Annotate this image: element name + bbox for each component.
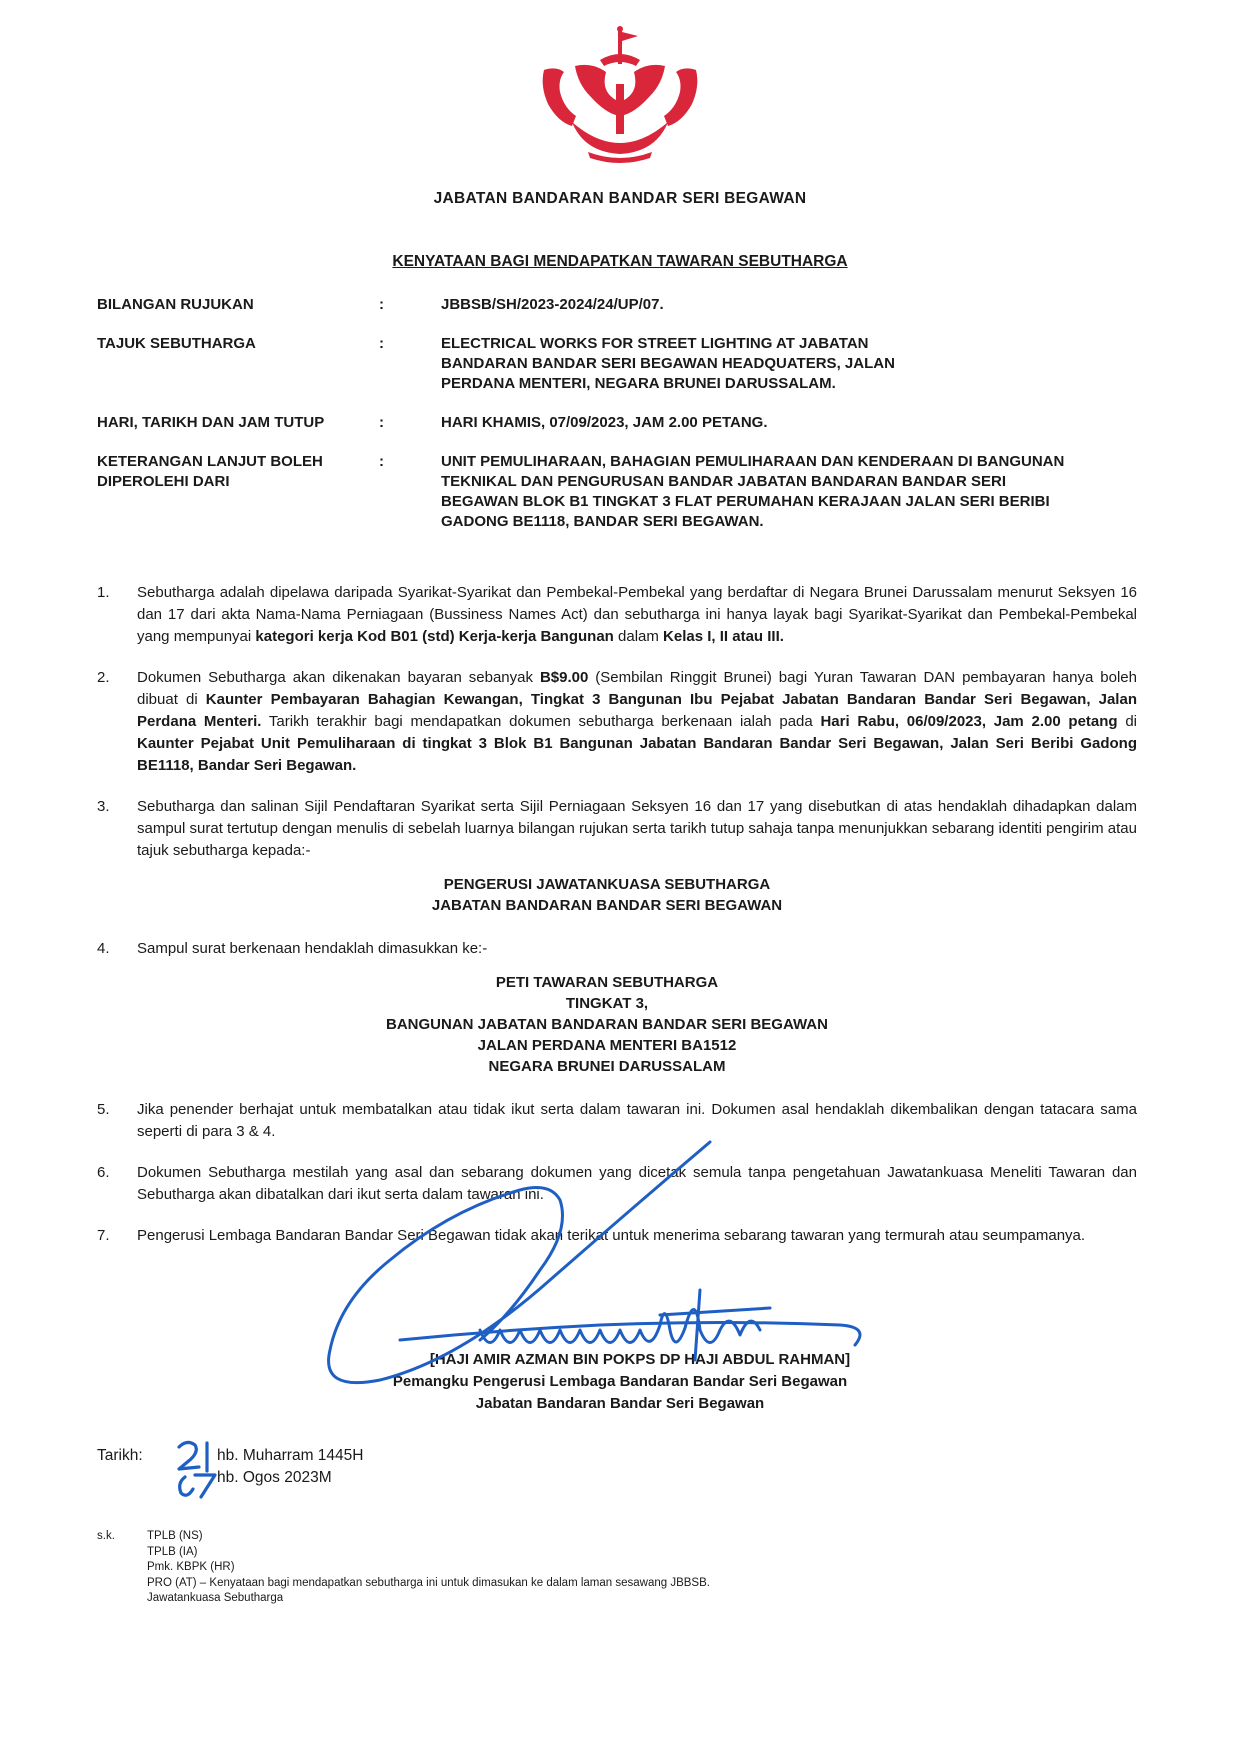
paragraph-number: 2. bbox=[97, 669, 110, 686]
address-line: PETI TAWARAN SEBUTHARGA bbox=[495, 974, 719, 991]
info-value: ELECTRICAL WORKS FOR STREET LIGHTING AT JABATAN BANDARAN BANDAR SERI BEGAWAN HEADQUATERS, JALAN PERDANA MENTERI, NEGARA BRUNEI DARUSSALAM. bbox=[441, 335, 895, 392]
paragraph-text bbox=[137, 582, 1137, 648]
address-line: BANGUNAN JABATAN BANDARAN BANDAR SERI BEGAWAN bbox=[386, 1016, 828, 1033]
paragraph-4 bbox=[97, 938, 1137, 960]
addressee-line: JABATAN BANDARAN BANDAR SERI BEGAWAN bbox=[431, 897, 783, 914]
date-hijri: hb. Muharram 1445H bbox=[217, 1447, 364, 1464]
paragraph-text: Pengerusi Lembaga Bandaran Bandar Seri Begawan tidak akan terikat untuk menerima sebarang tawaran yang termurah atau seumpamanya. bbox=[137, 1227, 1086, 1244]
date-lines bbox=[217, 1445, 517, 1489]
text-run: Tarikh terakhir bagi mendapatkan dokumen sebutharga berkenaan ialah pada bbox=[261, 713, 821, 730]
text-bold: Kaunter Pejabat Unit Pemuliharaan di tingkat 3 Blok B1 Bangunan Jabatan Bandaran Bandar Seri Begawan, Jalan Seri Beribi Gadong BE1118, Bandar Seri Begawan. bbox=[137, 735, 1137, 774]
copy-recipient: PRO (AT) – Kenyataan bagi mendapatkan sebutharga ini untuk dimasukan ke dalam laman sesawang JBBSB. bbox=[147, 1576, 710, 1589]
signatory-organisation: Jabatan Bandaran Bandar Seri Begawan bbox=[475, 1395, 765, 1412]
text-run: di bbox=[1117, 713, 1137, 730]
text-run: dalam bbox=[613, 628, 664, 645]
text-bold: Hari Rabu, 06/09/2023, Jam 2.00 petang bbox=[820, 713, 1118, 730]
info-label: TAJUK SEBUTHARGA bbox=[97, 335, 256, 352]
info-label: HARI, TARIKH DAN JAM TUTUP bbox=[97, 414, 325, 431]
tender-box-address bbox=[97, 972, 1137, 1077]
paragraph-text: Dokumen Sebutharga mestilah yang asal dan sebarang dokumen yang dicetak semula tanpa pengetahuan Jawatankuasa Meneliti Tawaran dan Sebutharga akan dibatalkan dari ikut serta dalam tawaran ini. bbox=[137, 1164, 1137, 1203]
signatory-name: [HAJI AMIR AZMAN BIN POKPS DP HAJI ABDUL RAHMAN] bbox=[429, 1351, 851, 1368]
address-line: JALAN PERDANA MENTERI BA1512 bbox=[477, 1037, 737, 1054]
paragraphs bbox=[97, 582, 1137, 1266]
text-bold: kategori kerja Kod B01 (std) Kerja-kerja Bangunan bbox=[255, 628, 614, 645]
info-colon: : bbox=[379, 296, 384, 313]
paragraph-number: 4. bbox=[97, 940, 110, 957]
text-run: (Sembilan Ringgit Brunei) bagi Yuran Tawaran DAN pembayaran hanya boleh dibuat di bbox=[137, 669, 1137, 708]
copy-recipient: Pmk. KBPK (HR) bbox=[147, 1561, 235, 1573]
address-line: NEGARA BRUNEI DARUSSALAM bbox=[488, 1058, 726, 1075]
document-heading: KENYATAAN BAGI MENDAPATKAN TAWARAN SEBUTHARGA bbox=[392, 253, 848, 270]
copy-recipient: Jawatankuasa Sebutharga bbox=[147, 1592, 284, 1604]
department-name: JABATAN BANDARAN BANDAR SERI BEGAWAN bbox=[433, 190, 807, 207]
info-row-details bbox=[97, 452, 1157, 532]
paragraph-number: 5. bbox=[97, 1101, 110, 1118]
text-run: Sebutharga adalah dipelawa daripada Syarikat-Syarikat dan Pembekal-Pembekal yang berdaftar di Negara Brunei Darussalam menurut Seksyen 16 dan 17 dari akta Nama-Nama Perniagaan (Bussiness Names Act) dan sebutharga ini hanya layak bagi Syarikat-Syarikat dan Pembekal-Pembekal yang mempunyai bbox=[137, 584, 1137, 645]
text-run: Dokumen Sebutharga akan dikenakan bayaran sebanyak bbox=[137, 669, 540, 686]
tender-info-table bbox=[97, 295, 1157, 551]
date-gregorian: hb. Ogos 2023M bbox=[217, 1469, 332, 1486]
paragraph-6 bbox=[97, 1162, 1137, 1206]
paragraph-text: Sebutharga dan salinan Sijil Pendaftaran Syarikat serta Sijil Perniagaan Seksyen 16 dan 17 yang disebutkan di atas hendaklah dihadapkan dalam sampul surat tertutup dengan menulis di sebelah luarnya bilangan rujukan serta tarikh tutup sahaja tanpa menunjukkan sebarang identiti pengirim atau tajuk sebutharga kepada:- bbox=[137, 798, 1137, 859]
info-colon: : bbox=[379, 453, 384, 470]
paragraph-7 bbox=[97, 1225, 1137, 1247]
paragraph-number: 3. bbox=[97, 798, 110, 815]
copies-list bbox=[147, 1529, 947, 1607]
addressee-line: PENGERUSI JAWATANKUASA SEBUTHARGA bbox=[443, 876, 771, 893]
copy-recipient: TPLB (IA) bbox=[147, 1545, 198, 1558]
info-value: UNIT PEMULIHARAAN, BAHAGIAN PEMULIHARAAN DAN KENDERAAN DI BANGUNAN TEKNIKAL DAN PENGURUSAN BANDAR JABATAN BANDARAN BANDAR SERI BEGAWAN BLOK B1 TINGKAT 3 FLAT PERUMAHAN KERAJAAN JALAN SERI BERIBI GADONG BE1118, BANDAR SERI BEGAWAN. bbox=[441, 453, 1065, 530]
copy-recipient: TPLB (NS) bbox=[147, 1530, 203, 1542]
addressee-block bbox=[97, 874, 1137, 916]
info-value: HARI KHAMIS, 07/09/2023, JAM 2.00 PETANG. bbox=[441, 414, 768, 431]
paragraph-text: Sampul surat berkenaan hendaklah dimasukkan ke:- bbox=[137, 940, 488, 957]
info-colon: : bbox=[379, 335, 384, 352]
paragraph-3 bbox=[97, 796, 1137, 862]
paragraph-2 bbox=[97, 667, 1137, 777]
info-colon: : bbox=[379, 414, 384, 431]
info-row-title bbox=[97, 334, 1157, 394]
paragraph-number: 1. bbox=[97, 584, 110, 601]
paragraph-text: Jika penender berhajat untuk membatalkan atau tidak ikut serta dalam tawaran ini. Dokumen asal hendaklah dikembalikan dengan tatacara sama seperti di para 3 & 4. bbox=[137, 1101, 1137, 1140]
info-row-closing bbox=[97, 413, 1157, 433]
brunei-crest-emblem bbox=[530, 24, 710, 164]
info-label: KETERANGAN LANJUT BOLEH DIPEROLEHI DARI bbox=[97, 453, 323, 490]
paragraph-number: 7. bbox=[97, 1227, 110, 1244]
paragraph-text bbox=[137, 667, 1137, 777]
signatory-block bbox=[0, 1349, 1240, 1415]
info-label: BILANGAN RUJUKAN bbox=[97, 296, 254, 313]
text-bold: Kaunter Pembayaran Bahagian Kewangan, Tingkat 3 Bangunan Ibu Pejabat Jabatan Bandaran Bandar Seri Begawan, Jalan Perdana Menteri. bbox=[137, 691, 1137, 730]
info-value: JBBSB/SH/2023-2024/24/UP/07. bbox=[441, 296, 664, 313]
text-bold: Kelas I, II atau III. bbox=[663, 628, 784, 645]
handwritten-day-numbers bbox=[171, 1437, 223, 1499]
paragraph-number: 6. bbox=[97, 1164, 110, 1181]
date-label: Tarikh: bbox=[97, 1447, 143, 1464]
text-bold: B$9.00 bbox=[539, 669, 589, 686]
info-row-reference bbox=[97, 295, 1157, 315]
address-line: TINGKAT 3, bbox=[565, 995, 649, 1012]
copies-label: s.k. bbox=[97, 1530, 115, 1542]
paragraph-1 bbox=[97, 582, 1137, 648]
paragraph-5 bbox=[97, 1099, 1137, 1143]
signatory-title: Pemangku Pengerusi Lembaga Bandaran Bandar Seri Begawan bbox=[392, 1373, 848, 1390]
